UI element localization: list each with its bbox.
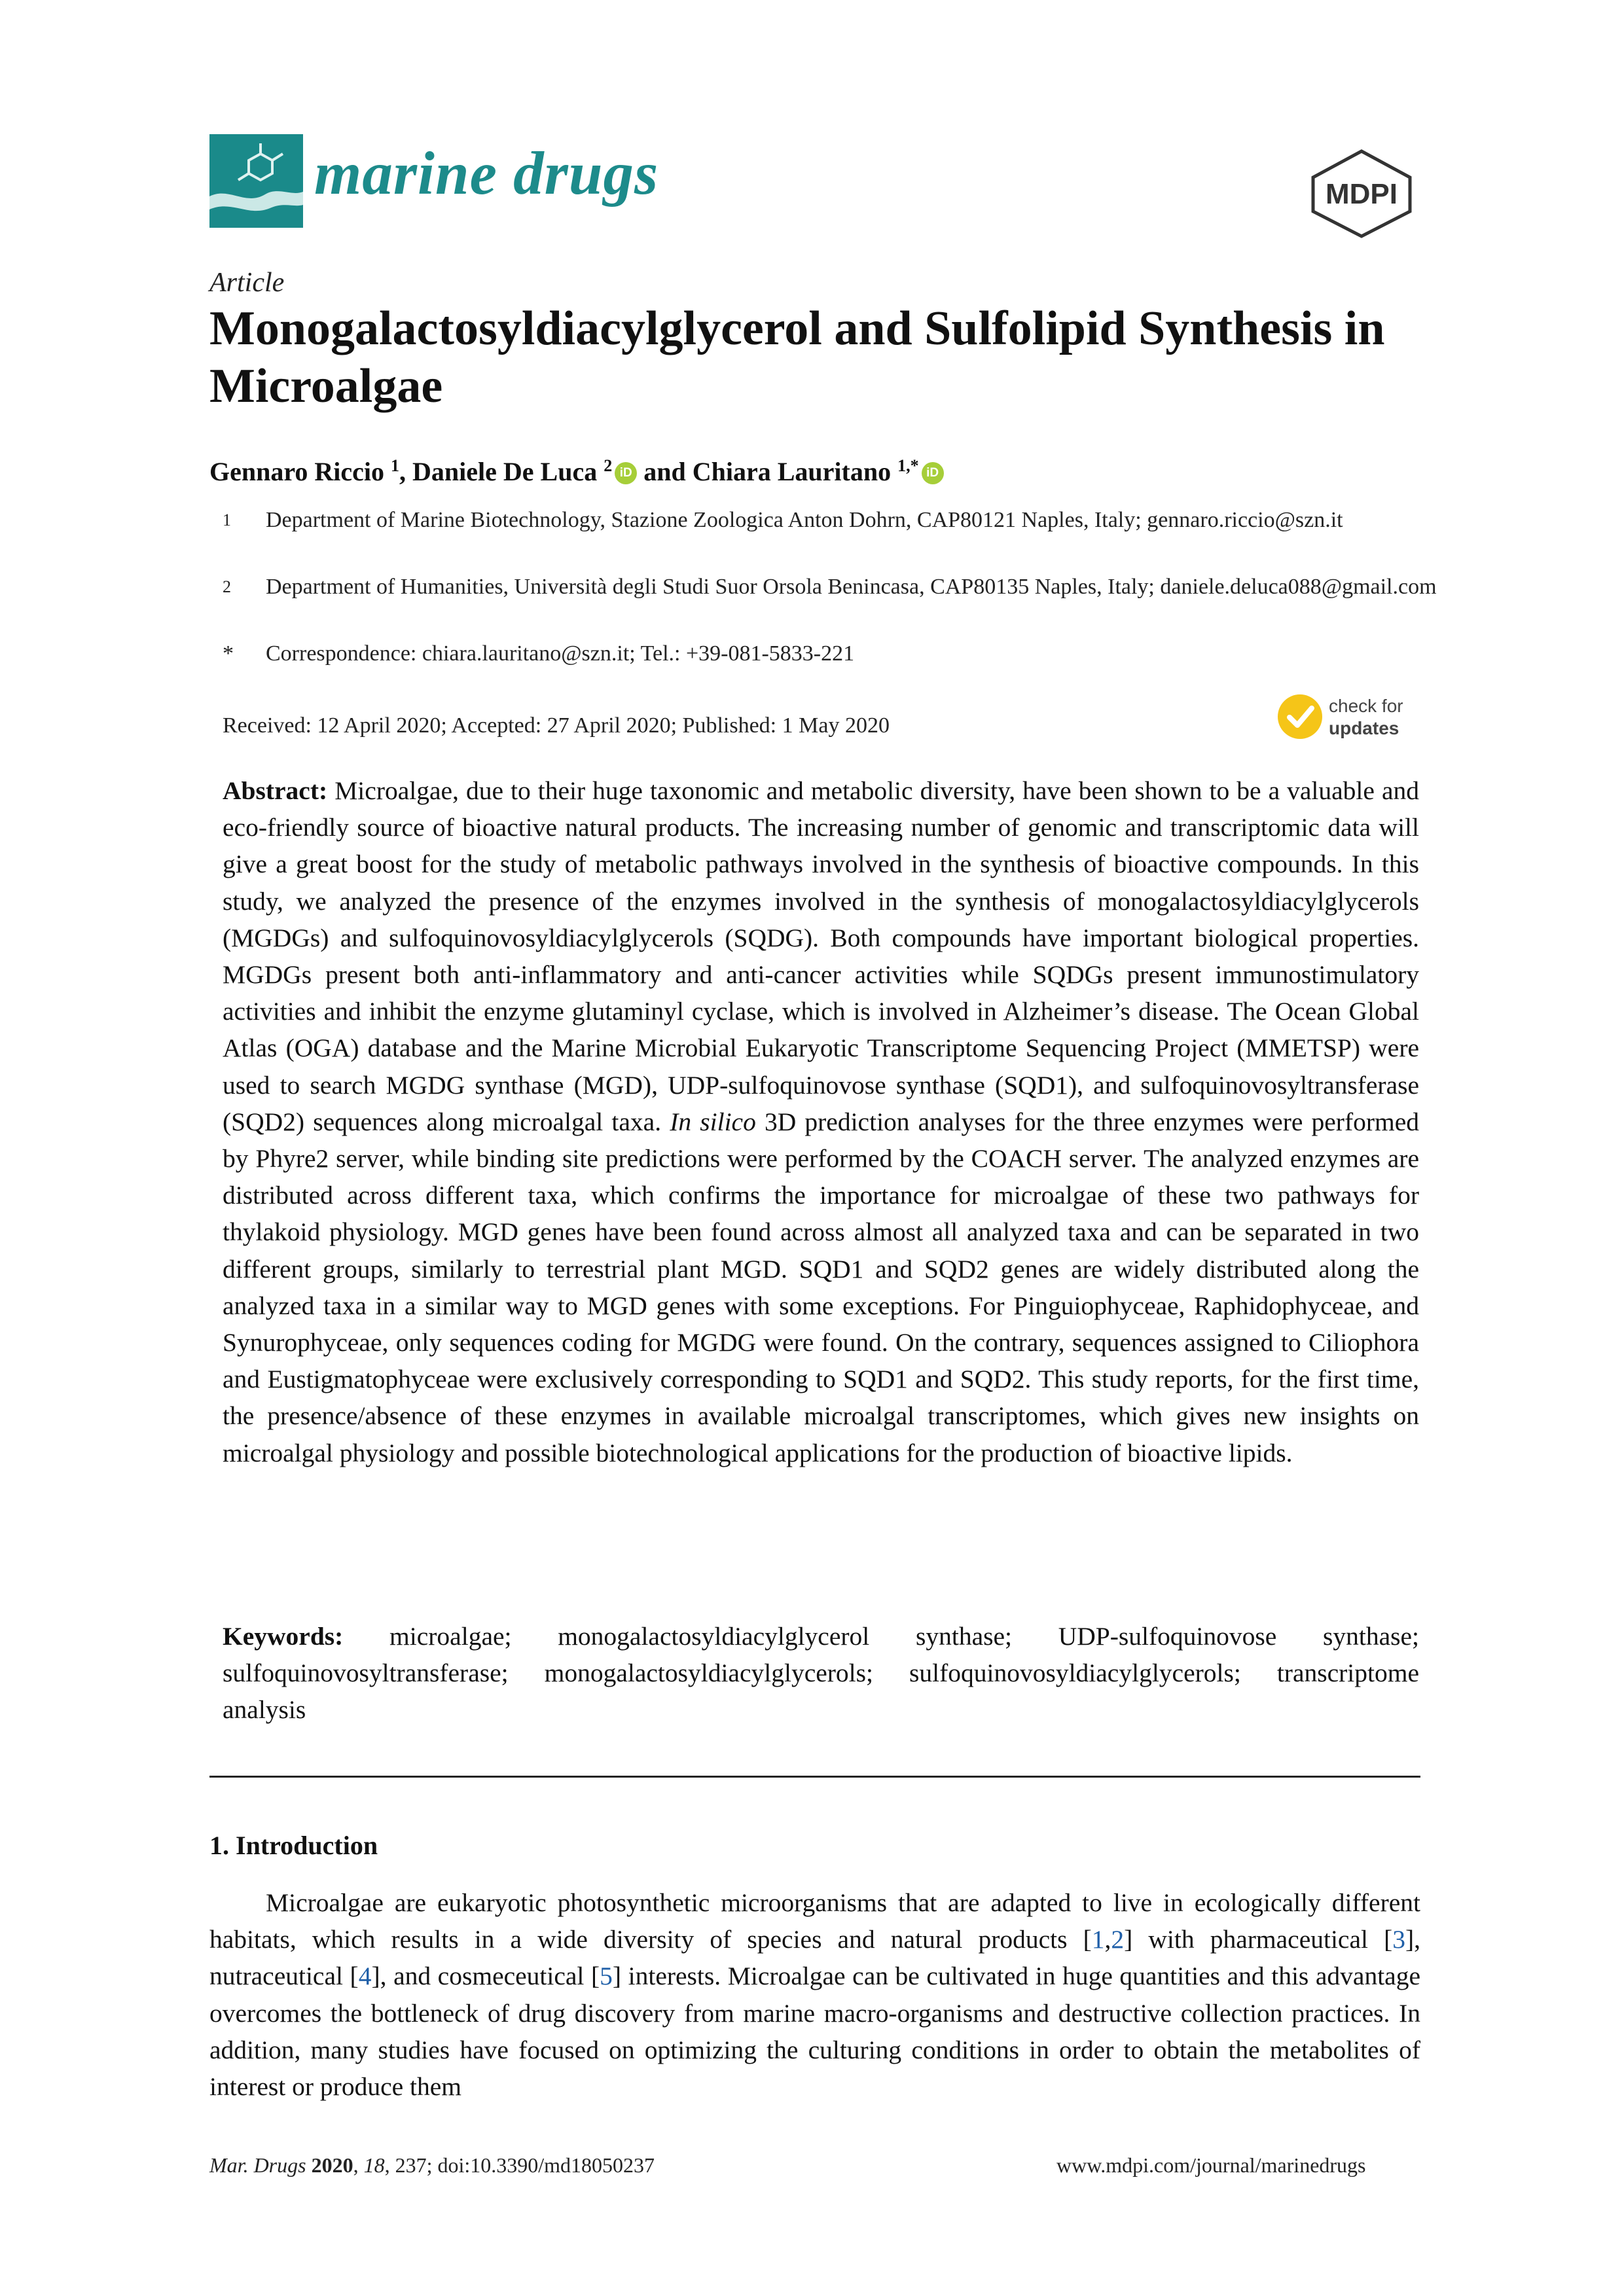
author-name[interactable]: Chiara Lauritano — [692, 457, 892, 486]
journal-name: marine drugs — [314, 140, 659, 207]
intro-text: ], nutraceutical [ — [209, 1925, 1421, 1991]
intro-text: ] with pharmaceutical [ — [1124, 1925, 1393, 1954]
introduction-paragraph — [209, 1884, 1420, 2105]
intro-text: ] interests. Microalgae can be cultivated in huge quantities and this advantage overcomes the bottleneck of drug discovery from marine macro-organisms and destructive collection practices. In addition, many studies have focused on optimizing the culturing conditions in order to obtain the metabolites of interest or produce them — [209, 1962, 1420, 2102]
footer-year: 2020 — [311, 2153, 353, 2177]
footer-journal: Mar. Drugs — [209, 2153, 306, 2177]
keywords — [223, 1618, 1419, 1729]
affiliation-mark: 2 — [223, 577, 231, 596]
intro-text: ], and cosmeceutical [ — [371, 1962, 600, 1991]
affiliation-mark: 1 — [223, 511, 231, 529]
page-title: Monogalactosyldiacylglycerol and Sulfolipid Synthesis in Microalgae — [209, 302, 1385, 413]
section-heading-introduction: 1. Introduction — [209, 1831, 378, 1860]
footer-url[interactable]: www.mdpi.com/journal/marinedrugs — [1056, 2153, 1366, 2177]
affiliation-text: Department of Humanities, Università degli Studi Suor Orsola Benincasa, CAP80135 Naples, Italy; daniele.deluca088@gmail.com — [266, 575, 1437, 599]
abstract — [223, 772, 1419, 1471]
abstract-italic-term: In silico — [670, 1107, 756, 1136]
citation-link[interactable]: 4 — [358, 1962, 372, 1991]
author-affiliation-mark: 1,* — [897, 456, 919, 475]
badge-line-1: check for — [1329, 696, 1403, 716]
orcid-icon[interactable]: iD — [615, 462, 637, 484]
check-for-updates-badge[interactable] — [1275, 687, 1426, 746]
mdpi-logo-icon — [1303, 147, 1420, 239]
mdpi-logo-text: MDPI — [1326, 178, 1398, 210]
article-type: Article — [209, 268, 285, 298]
abstract-text: Microalgae, due to their huge taxonomic and metabolic diversity, have been shown to be a valuable and eco-friendly source of bioactive natural products. The increasing number of genomic and transcriptomic data will give a great boost for the study of metabolic pathways involved in the synthesis of bioactive compounds. In this study, we analyzed the presence of the enzymes involved in the synthesis of monogalactosyldiacylglycerols (MGDGs) and sulfoquinovosyldiacylglycerols (SQDG). Both compounds have important biological properties. MGDGs present both anti-inflammatory and anti-cancer activities while SQDGs present immunostimulatory activities and inhibit the enzyme glutaminyl cyclase, which is involved in Alzheimer’s disease. The Ocean Global Atlas (OGA) database and the Marine Microbial Eukaryotic Transcriptome Sequencing Project (MMETSP) were used to search MGDG synthase (MGD), UDP-sulfoquinovose synthase (SQD1), and sulfoquinovosyltransferase (SQD2) sequences along microalgal taxa. — [223, 776, 1420, 1136]
author-separator: , — [399, 457, 406, 486]
abstract-label: Abstract: — [223, 776, 328, 805]
keywords-label: Keywords: — [223, 1622, 344, 1651]
author-name[interactable]: Daniele De Luca — [412, 457, 598, 486]
author-name[interactable]: Gennaro Riccio — [209, 457, 385, 486]
citation-link[interactable]: 3 — [1392, 1925, 1405, 1954]
intro-text: Microalgae are eukaryotic photosynthetic microorganisms that are adapted to live in ecologically different habitats, which results in a wide diversity of species and natural products [ — [209, 1888, 1420, 1954]
author-affiliation-mark: 1 — [391, 456, 400, 475]
footer-doi: , 237; doi:10.3390/md18050237 — [384, 2153, 655, 2177]
citation-link[interactable]: 1 — [1091, 1925, 1105, 1954]
footer-citation: Mar. Drugs 2020, 18, 237; doi:10.3390/md18050237 — [209, 2153, 655, 2177]
footer-volume: 18 — [363, 2153, 385, 2177]
abstract-text: 3D prediction analyses for the three enzymes were performed by Phyre2 server, while binding site predictions were performed by the COACH server. The analyzed enzymes are distributed across different taxa, which confirms the importance for microalgae of these two pathways for thylakoid physiology. MGD genes have been found across almost all analyzed taxa and can be separated in two different groups, similarly to terrestrial plant MGD. SQD1 and SQD2 genes are widely distributed along the analyzed taxa in a similar way to MGD genes with some exceptions. For Pinguiophyceae, Raphidophyceae, and Synurophyceae, only sequences coding for MGDG were found. On the contrary, sequences assigned to Ciliophora and Eustigmatophyceae were exclusively corresponding to SQD1 and SQD2. This study reports, for the first time, the presence/absence of these enzymes in available microalgal transcriptomes, which gives new insights on microalgal physiology and possible biotechnological applications for the production of bioactive lipids. — [223, 1107, 1420, 1467]
publication-dates: Received: 12 April 2020; Accepted: 27 April 2020; Published: 1 May 2020 — [223, 713, 890, 738]
journal-logo-icon — [209, 134, 303, 228]
intro-text: , — [1104, 1925, 1111, 1954]
citation-link[interactable]: 5 — [600, 1962, 613, 1991]
author-affiliation-mark: 2 — [604, 456, 613, 475]
author-separator: and — [643, 457, 686, 486]
correspondence-text: Correspondence: chiara.lauritano@szn.it; Tel.: +39-081-5833-221 — [266, 641, 855, 666]
author-list — [209, 456, 944, 487]
section-divider — [209, 1776, 1420, 1778]
affiliation-mark: * — [223, 641, 234, 666]
badge-line-2: updates — [1329, 718, 1399, 738]
orcid-icon[interactable]: iD — [922, 462, 944, 484]
affiliation-text: Department of Marine Biotechnology, Stazione Zoologica Anton Dohrn, CAP80121 Naples, Italy; gennaro.riccio@szn.it — [266, 508, 1343, 532]
citation-link[interactable]: 2 — [1111, 1925, 1125, 1954]
keywords-text: microalgae; monogalactosyldiacylglycerol synthase; UDP-sulfoquinovose synthase; sulfoquinovosyltransferase; monogalactosyldiacylglycerols; sulfoquinovosyldiacylglycerols; transcriptome analysis — [223, 1622, 1419, 1725]
